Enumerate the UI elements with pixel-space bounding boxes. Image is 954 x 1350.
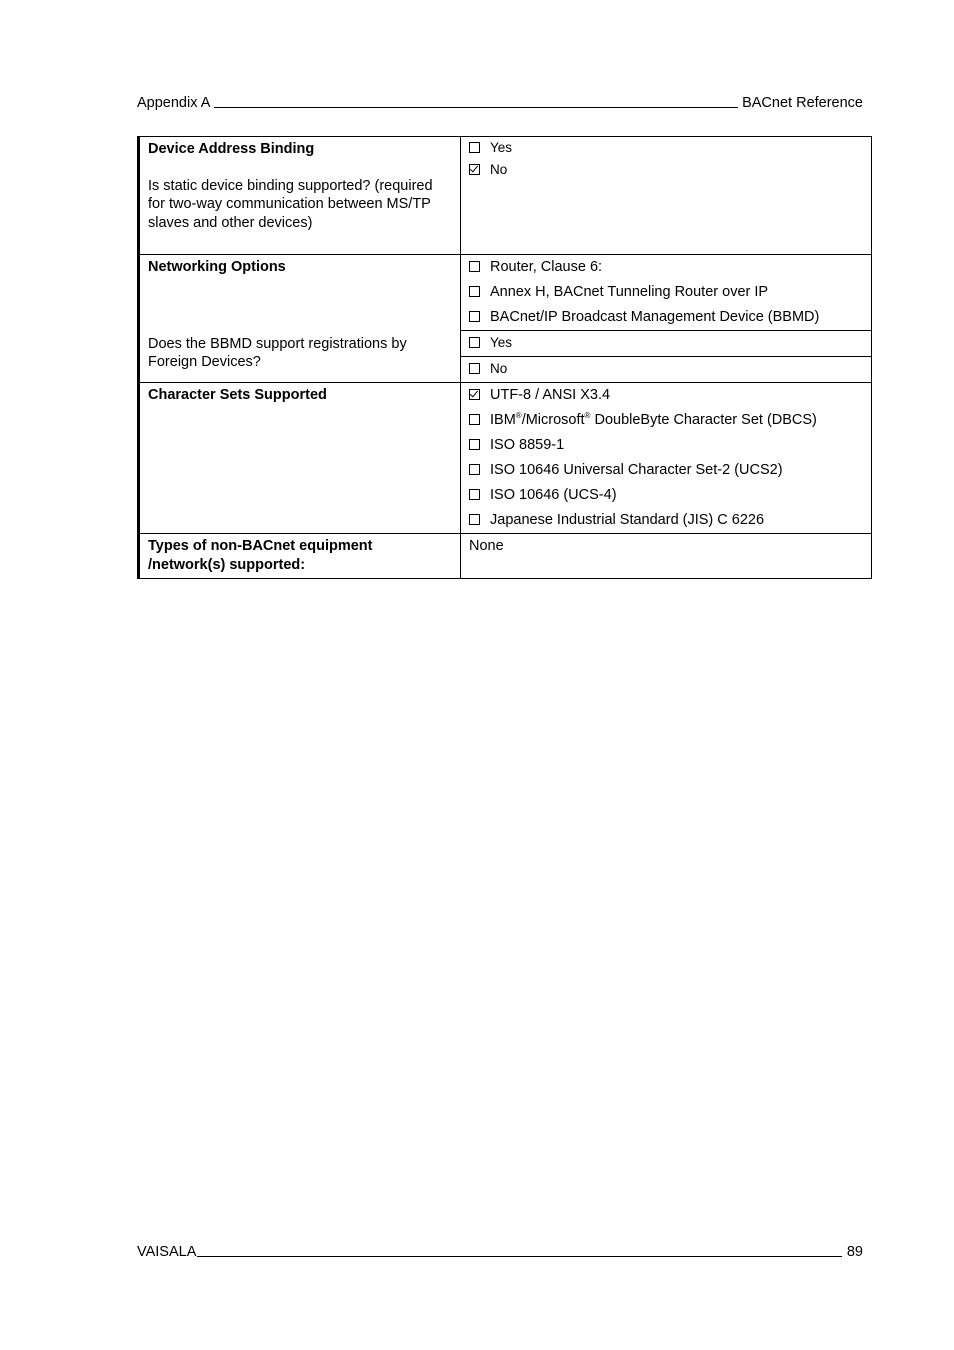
option-dbcs bbox=[461, 408, 871, 433]
footer-company: VAISALA bbox=[137, 1244, 197, 1260]
checkbox-unchecked-icon bbox=[469, 439, 480, 450]
option-label: ISO 10646 (UCS-4) bbox=[490, 487, 617, 504]
checkbox-unchecked-icon bbox=[469, 414, 480, 425]
non-bacnet-label-cell bbox=[139, 534, 461, 579]
table-row-networking bbox=[139, 255, 872, 383]
option-bbmd-yes bbox=[461, 330, 871, 356]
option-label: Yes bbox=[490, 139, 513, 155]
option-bbmd-no bbox=[461, 356, 871, 382]
option-ucs4 bbox=[461, 483, 871, 508]
option-label: UTF-8 / ANSI X3.4 bbox=[490, 387, 611, 404]
header-left: Appendix A bbox=[137, 95, 211, 111]
option-label: IBM®/Microsoft® DoubleByte Character Set (DBCS) bbox=[490, 411, 817, 429]
checkbox-unchecked-icon bbox=[469, 311, 480, 322]
table-row-device-binding bbox=[139, 137, 872, 255]
option-utf8 bbox=[461, 383, 871, 408]
option-label: No bbox=[490, 361, 508, 377]
device-binding-question: Is static device binding supported? (required for two-way communication between MS/TP slaves and other devices) bbox=[148, 177, 433, 231]
device-binding-title: Device Address Binding bbox=[148, 141, 315, 157]
checkbox-unchecked-icon bbox=[469, 489, 480, 500]
option-label: ISO 10646 Universal Character Set-2 (UCS2) bbox=[490, 462, 783, 479]
page-header bbox=[137, 91, 863, 111]
checkbox-unchecked-icon bbox=[469, 363, 480, 374]
bbmd-question: Does the BBMD support registrations by Foreign Devices? bbox=[148, 335, 407, 370]
checkbox-checked-icon bbox=[469, 389, 480, 400]
charsets-label-cell bbox=[139, 383, 461, 534]
option-label: Annex H, BACnet Tunneling Router over IP bbox=[490, 284, 769, 301]
device-binding-options-cell bbox=[461, 137, 872, 255]
device-binding-label-cell bbox=[139, 137, 461, 255]
pics-table bbox=[137, 136, 872, 579]
checkbox-unchecked-icon bbox=[469, 337, 480, 348]
footer-rule bbox=[197, 1256, 841, 1257]
option-iso8859 bbox=[461, 433, 871, 458]
checkbox-unchecked-icon bbox=[469, 514, 480, 525]
header-right: BACnet Reference bbox=[742, 95, 863, 111]
networking-label-cell bbox=[139, 255, 461, 383]
non-bacnet-value-cell bbox=[461, 534, 872, 579]
non-bacnet-title: Types of non-BACnet equipment /network(s) supported: bbox=[148, 538, 373, 573]
page-number: 89 bbox=[846, 1244, 863, 1260]
option-label: No bbox=[490, 161, 508, 177]
option-router-clause6 bbox=[461, 255, 871, 280]
checkbox-checked-icon bbox=[469, 164, 480, 175]
charsets-title: Character Sets Supported bbox=[148, 387, 327, 403]
checkbox-unchecked-icon bbox=[469, 286, 480, 297]
option-annex-h bbox=[461, 280, 871, 305]
option-jis bbox=[461, 508, 871, 533]
checkbox-unchecked-icon bbox=[469, 261, 480, 272]
checkbox-unchecked-icon bbox=[469, 464, 480, 475]
page-footer bbox=[137, 1240, 863, 1260]
option-label: Router, Clause 6: bbox=[490, 259, 603, 276]
option-label: Yes bbox=[490, 335, 513, 351]
option-bbmd bbox=[461, 305, 871, 330]
networking-title: Networking Options bbox=[148, 259, 286, 275]
option-label: BACnet/IP Broadcast Management Device (BBMD) bbox=[490, 309, 820, 326]
table-row-non-bacnet bbox=[139, 534, 872, 579]
option-label: ISO 8859-1 bbox=[490, 437, 565, 454]
header-rule bbox=[214, 107, 738, 108]
table-row-charsets bbox=[139, 383, 872, 534]
charsets-options-cell bbox=[461, 383, 872, 534]
networking-options-cell bbox=[461, 255, 872, 383]
checkbox-unchecked-icon bbox=[469, 142, 480, 153]
option-device-binding-yes bbox=[461, 137, 871, 159]
option-ucs2 bbox=[461, 458, 871, 483]
option-label: Japanese Industrial Standard (JIS) C 6226 bbox=[490, 512, 765, 529]
option-device-binding-no bbox=[461, 159, 871, 181]
non-bacnet-value: None bbox=[469, 538, 504, 554]
